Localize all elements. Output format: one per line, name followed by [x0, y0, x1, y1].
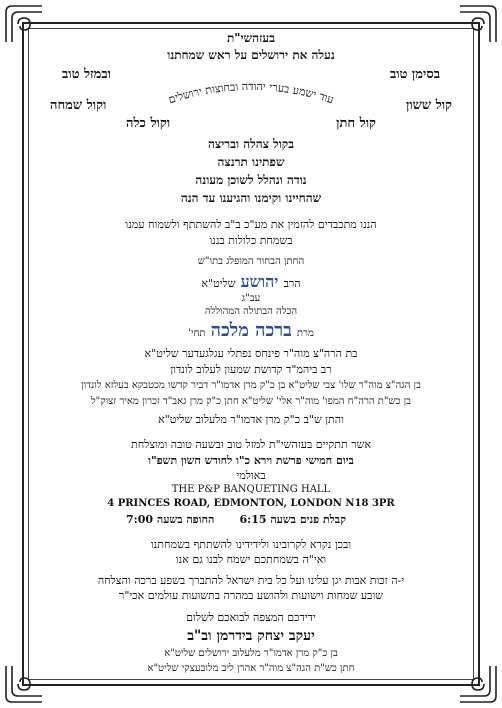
header-line: נעלה את ירושלים על ראש שמחתנו — [167, 48, 335, 62]
kallah-prefix: מרת — [296, 328, 314, 339]
hall-name: THE P&P BANQUETING HALL — [171, 484, 331, 495]
im-label: עב"ג — [241, 293, 261, 304]
grandparents-line: בן כש"ת הרה"ח המפו' מוה"ר אלי' שליט"א חתן כ"ק מרן גאב"ד זכרון מאיר זצוק"ל — [90, 396, 412, 407]
parents-line: בן הגה"צ מוה"ר שלו' צבי שליט"א בן כ"ק מרן אדמו"ר דביר קדשו מכטבקא בעלזא לונדון — [81, 380, 421, 391]
chosson-intro: החתן הבחור המופלג בתו"ש — [197, 256, 305, 267]
left-blessing: ובמזל טוב — [62, 67, 111, 82]
kallah-name: ברכה מלכה — [210, 320, 292, 341]
chosson-title: הרב — [283, 277, 301, 290]
blessing-line: בקול צהלה ובריצה — [207, 137, 295, 151]
hall-label: באולמי — [236, 469, 266, 482]
kol-sason: קול ששון — [406, 98, 452, 113]
admor-line: והתן ש"ב כ"ק מרן אדמו"ר מלעלוב שליט"א — [158, 413, 344, 426]
closing-line: י-ה זכות אבות יגן עלינו ועל כל בית ישראל להתברך בשפע ברכה והצלחה — [97, 574, 405, 587]
chosson-line — [0, 272, 502, 292]
chosson-name: יהושע — [240, 272, 279, 291]
blessing-line: נודה ונהלל לשוכן מעונה — [195, 173, 307, 187]
blessing-line: שפתינו תרנצה — [217, 155, 285, 169]
host-name: יעקב יצחק בידרמן וב"ב — [187, 628, 315, 644]
kallah-line — [0, 320, 502, 341]
blessing-line: שהחיינו וקימנו והגיענו עד הנה — [180, 191, 322, 205]
closing-line: ואי"ה בשמחתכם ישמח לבנו גם אנו — [175, 553, 327, 566]
kallah-intro: הכלה הבתולה המהוללה — [204, 306, 298, 317]
host-line: בן כ"ק מרן אדמו"ר מלעלוב ירושלים שליט"א — [164, 648, 338, 659]
parents-line: בת הרה"צ מוה"ר פינחס נפתלי עגלגעדער שליט"א — [144, 347, 358, 360]
chosson-suffix: שליט"א — [201, 277, 236, 290]
svg-text:עוד ישמע בערי יהודה ובחוצות יר — [167, 80, 335, 106]
signoff: ידידכם המצפה לבואכם לשלום — [186, 611, 316, 624]
kol-chosson: קול חתן — [336, 116, 376, 131]
invitation-line: הננו מתכבדים להזמין את מע"כ ב"ב להשתתף ולשמוח עמנו — [125, 218, 377, 231]
arc-verse-text: עוד ישמע בערי יהודה ובחוצות ירושלים — [166, 79, 336, 107]
kabbalas-panim: קבלת פנים בשעה 6:15 — [239, 513, 346, 526]
invitation-line: בשמחת כלולות בננו — [209, 234, 293, 247]
right-blessing: בסימן טוב — [389, 67, 440, 82]
bsd-heading: בעזהשי"ת — [226, 31, 276, 45]
closing-line: שובע שמחות וישועות ולהושע במהרה בתשועות עולמים אכי"ר — [118, 589, 384, 602]
kol-kallah: וקול כלה — [126, 116, 171, 131]
event-date: ביום חמישי פרשת וירא כ"ו לחודש חשון תשפ"ו — [148, 454, 354, 467]
rabbi-line: רב ביהמ"ד קדושת שמעון לעלוב לונדון — [170, 363, 332, 376]
kallah-suffix: תחי' — [188, 328, 206, 339]
host-line: חתן כש"ת הגה"צ מוה"ר אהרן ליב מלובעצקי שליט"א — [147, 663, 355, 674]
chuppah-time: החופה בשעה 7:00 — [126, 513, 215, 526]
closing-line: ובכן נקרא לקרובינו ולידידינו להשתתף בשמחתנו — [150, 538, 352, 551]
hall-address: 4 PRINCES ROAD, EDMONTON, LONDON N18 3PR — [107, 498, 395, 509]
event-line: אשר תתקיים בעזהשי"ת למזל טוב ובשעה טובה ומוצלחת — [130, 438, 372, 451]
kol-simcha: וקול שמחה — [50, 98, 107, 113]
